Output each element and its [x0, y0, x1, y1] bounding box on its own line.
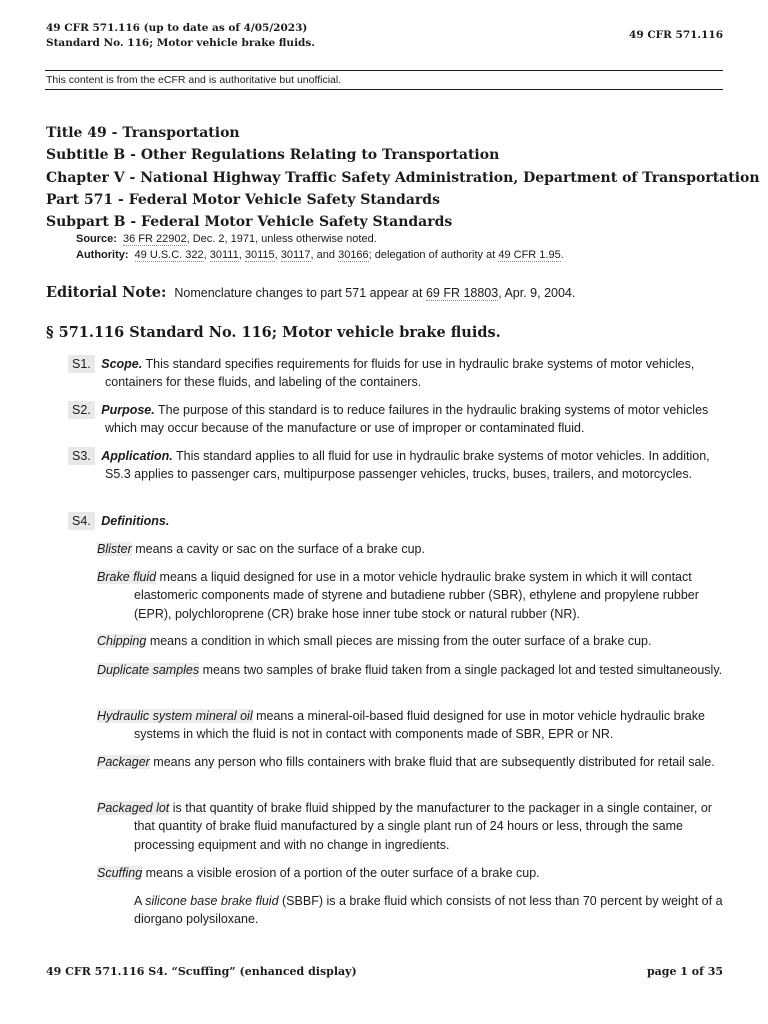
paragraph-number[interactable]: S3. — [68, 447, 95, 465]
definition-term[interactable]: Packager — [97, 755, 150, 769]
sbbf-text: (SBBF) is a brake fluid which consists of not less than 70 percent by weight of a diorgano polysiloxane. — [134, 894, 723, 927]
hierarchy-subtitle: Subtitle B - Other Regulations Relating to Transportation — [46, 147, 500, 164]
sbbf-term: silicone base brake fluid — [145, 894, 279, 908]
source-label: Source: — [76, 233, 117, 245]
paragraph-s3 — [68, 447, 723, 484]
paragraph-text: The purpose of this standard is to reduce failures in the hydraulic braking systems of motor vehicles which may occur because of the manufacture or use of improper or contaminated fluid. — [105, 403, 709, 436]
definition-term[interactable]: Blister — [97, 542, 132, 556]
editorial-note-text: Nomenclature changes to part 571 appear at — [174, 286, 426, 300]
paragraph-heading: Definitions. — [101, 514, 170, 528]
authority-line: Authority: 49 U.S.C. 322, 30111, 30115, 30117, and 30166; delegation of authority at 49 CFR 1.95. — [76, 248, 564, 261]
document-header — [46, 21, 315, 51]
paragraph-s1 — [68, 355, 723, 392]
editorial-note-end: , Apr. 9, 2004. — [498, 286, 576, 300]
source-link[interactable]: 36 FR 22902 — [122, 233, 187, 245]
definition-text: means a liquid designed for use in a motor vehicle hydraulic brake system in which it will contact elastomeric components made of styrene and butadiene rubber (SBR), ethylene and propylene rubber (EPR), polychloroprene (CR) brake hose inner tube stock or natural rubber (NR). — [134, 570, 699, 621]
header-citation-date: 49 CFR 571.116 (up to date as of 4/05/2023) — [46, 22, 308, 34]
editorial-note — [46, 284, 575, 301]
header-divider-bottom — [45, 89, 723, 90]
header-citation: 49 CFR 571.116 — [629, 29, 723, 41]
paragraph-heading: Purpose. — [101, 403, 155, 417]
hierarchy-subpart: Subpart B - Federal Motor Vehicle Safety Standards — [46, 214, 453, 231]
definition-text: is that quantity of brake fluid shipped by the manufacturer to the packager in a single container, or that quantity of brake fluid manufactured by a single plant run of 24 hours or less, through the same processing equipment and with no change in ingredients. — [134, 801, 712, 852]
source-authority-block — [76, 232, 564, 263]
sbbf-prefix: A — [134, 894, 146, 908]
paragraph-heading: Application. — [101, 449, 173, 463]
paragraph-text: This standard applies to all fluid for use in hydraulic brake systems of motor vehicles. In addition, S5.3 applies to passenger cars, multipurpose passenger vehicles, trucks, buses, trailers, and motorcycles. — [105, 449, 710, 482]
authority-link-30115[interactable]: 30115 — [244, 248, 275, 261]
authority-and: , and — [310, 248, 339, 261]
paragraph-text: This standard specifies requirements for fluids for use in hydraulic brake systems of motor vehicles, containers for these fluids, and labeling of the containers. — [105, 357, 695, 390]
definition-duplicate-samples — [97, 661, 725, 679]
definition-blister — [97, 540, 725, 558]
paragraph-s4 — [68, 512, 723, 530]
header-section-title: Standard No. 116; Motor vehicle brake fluids. — [46, 37, 315, 49]
authority-link-30117[interactable]: 30117 — [280, 248, 311, 261]
paragraph-heading: Scope. — [101, 357, 143, 371]
definition-text: means two samples of brake fluid taken from a single packaged lot and tested simultaneously. — [199, 663, 723, 677]
source-line — [76, 232, 564, 248]
authority-link-usc[interactable]: 49 U.S.C. 322 — [134, 248, 204, 261]
paragraph-s2 — [68, 401, 723, 438]
footer-page-number: page 1 of 35 — [646, 965, 723, 978]
authority-link-30166[interactable]: 30166 — [338, 248, 369, 261]
definition-brake-fluid — [97, 568, 725, 623]
definition-text: means a mineral-oil-based fluid designed for use in motor vehicle hydraulic brake systems in which the fluid is not in contact with components made of SBR, EPR or NR. — [134, 709, 705, 742]
paragraph-number[interactable]: S2. — [68, 401, 95, 419]
definition-text: means a visible erosion of a portion of the outer surface of a brake cup. — [142, 866, 540, 880]
definition-sbbf — [134, 892, 724, 929]
authority-link-cfr[interactable]: 49 CFR 1.95 — [498, 248, 561, 261]
definition-packager — [97, 753, 725, 771]
definition-text: means a cavity or sac on the surface of a brake cup. — [131, 542, 425, 556]
definition-chipping — [97, 632, 725, 650]
authority-end: . — [560, 248, 564, 261]
paragraph-number[interactable]: S4. — [68, 512, 95, 530]
definition-term[interactable]: Hydraulic system mineral oil — [97, 709, 253, 723]
authority-label: Authority: — [76, 248, 129, 261]
hierarchy-part: Part 571 - Federal Motor Vehicle Safety Standards — [46, 191, 440, 208]
definition-text: means a condition in which small pieces are missing from the outer surface of a brake cup. — [146, 634, 652, 648]
regulation-hierarchy — [46, 122, 760, 233]
authority-link-30111[interactable]: 30111 — [209, 248, 239, 261]
authority-notice: This content is from the eCFR and is authoritative but unofficial. — [46, 74, 342, 86]
definition-scuffing — [97, 864, 725, 882]
definition-text: means any person who fills containers with brake fluid that are subsequently distributed for retail sale. — [149, 755, 715, 769]
footer-citation: 49 CFR 571.116 S4. “Scuffing” (enhanced display) — [46, 965, 357, 978]
authority-delegation: ; delegation of authority at — [368, 248, 499, 261]
hierarchy-title: Title 49 - Transportation — [46, 125, 240, 141]
source-rest: , Dec. 2, 1971, unless otherwise noted. — [186, 233, 377, 245]
definition-hydraulic-system-mineral-oil — [97, 707, 725, 744]
definition-term[interactable]: Brake fluid — [97, 570, 157, 584]
header-divider-top — [45, 70, 723, 71]
hierarchy-chapter: Chapter V - National Highway Traffic Safety Administration, Department of Transportation — [46, 169, 760, 186]
definition-packaged-lot — [97, 799, 725, 854]
editorial-note-link[interactable]: 69 FR 18803 — [425, 286, 499, 300]
definition-term[interactable]: Chipping — [97, 634, 147, 648]
paragraph-number[interactable]: S1. — [68, 355, 95, 373]
definition-term[interactable]: Scuffing — [97, 866, 143, 880]
section-heading: § 571.116 Standard No. 116; Motor vehicle brake fluids. — [46, 324, 501, 341]
definition-term[interactable]: Packaged lot — [97, 801, 170, 815]
definition-term[interactable]: Duplicate samples — [97, 663, 200, 677]
editorial-note-label: Editorial Note: — [46, 284, 167, 301]
